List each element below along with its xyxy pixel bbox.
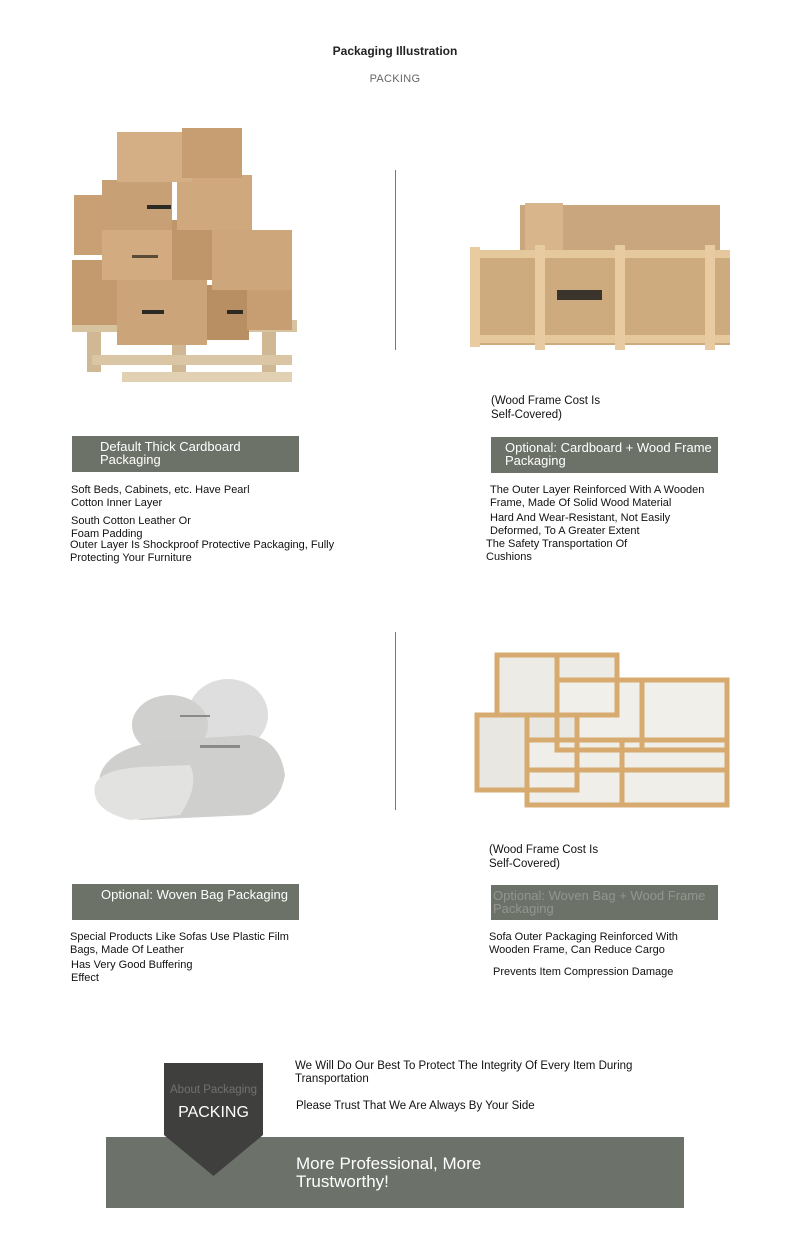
divider-top [395, 170, 396, 350]
badge-top-label: About Packaging [170, 1084, 257, 1096]
cardboard-desc-2: South Cotton Leather Or Foam Padding [71, 515, 191, 540]
woven-wood-desc-1: Sofa Outer Packaging Reinforced With Wooden Frame, Can Reduce Cargo [489, 931, 678, 956]
woven-bag-banner: Optional: Woven Bag Packaging [72, 884, 299, 920]
badge-main-label: PACKING [178, 1104, 249, 1121]
cardboard-desc-1: Soft Beds, Cabinets, etc. Have Pearl Cotton Inner Layer [71, 484, 250, 509]
slogan-text: More Professional, More Trustworthy! [296, 1154, 482, 1191]
woven-wood-banner: Optional: Woven Bag + Wood Frame Packaging [491, 885, 718, 920]
page-title: Packaging Illustration [332, 44, 458, 58]
cardboard-wood-banner: Optional: Cardboard + Wood Frame Packaging [491, 437, 718, 473]
page-subtitle: PACKING [369, 73, 421, 85]
wood-cost-note-2: (Wood Frame Cost Is Self-Covered) [489, 844, 599, 870]
wood-cost-note-1: (Wood Frame Cost Is Self-Covered) [491, 395, 601, 421]
cardboard-wood-desc-2: Hard And Wear-Resistant, Not Easily Deformed, To A Greater Extent [490, 512, 671, 537]
divider-bottom [395, 632, 396, 810]
wood-frame-box-image [465, 195, 740, 360]
cardboard-wood-desc-1: The Outer Layer Reinforced With A Wooden Frame, Made Of Solid Wood Material [490, 484, 705, 509]
cardboard-desc-3: Outer Layer Is Shockproof Protective Packaging, Fully Protecting Your Furniture [70, 539, 335, 564]
woven-bag-desc-1: Special Products Like Sofas Use Plastic Film Bags, Made Of Leather [70, 931, 289, 956]
woven-wood-frame-image [472, 650, 734, 815]
cardboard-pallet-image [62, 120, 312, 390]
woven-wood-desc-2: Prevents Item Compression Damage [493, 966, 674, 978]
woven-bag-image [80, 675, 295, 825]
cardboard-banner: Default Thick Cardboard Packaging [72, 436, 299, 472]
promise-line-2: Please Trust That We Are Always By Your Side [296, 1100, 535, 1112]
promise-line-1: We Will Do Our Best To Protect The Integrity Of Every Item During Transportation [295, 1060, 633, 1085]
cardboard-wood-desc-3: The Safety Transportation Of Cushions [486, 538, 628, 563]
woven-bag-desc-2: Has Very Good Buffering Effect [71, 959, 193, 984]
